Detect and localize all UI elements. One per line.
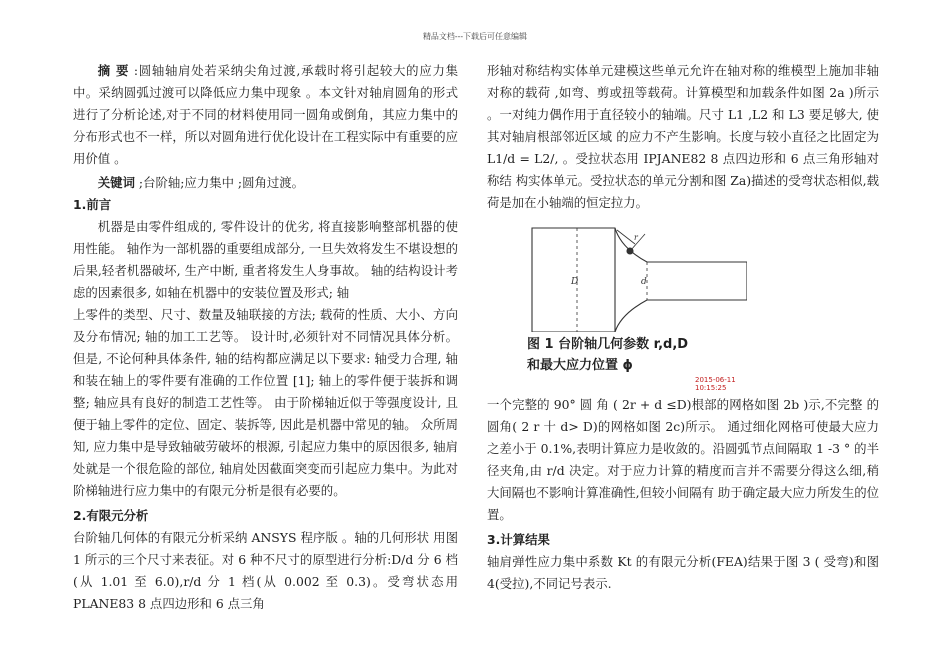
- left-column: [73, 60, 458, 615]
- right-column: [487, 60, 879, 595]
- keywords-paragraph: [73, 172, 458, 194]
- stamp-date: 2015-06-11: [695, 376, 736, 384]
- right-paragraph-1: 形轴对称结构实体单元建模这些单元允许在轴对称的维模型上施加非轴对称的载荷 ,如弯、剪或扭等载荷。计算模型和加载条件如图 2a )所示 。一对纯力偶作用于直径较小的轴端。尺寸 L1 ,L2 和 L3 要足够大, 使其对轴肩根部邻近区域 的应力不产生影响。长度与较小直径之比固定为 L1/d = L2/, 。受拉状态用 IPJANE82 8 点四边形和 6 点三角形轴对称结 构实体单元。受拉状态的单元分割和图 Za)描述的受弯状态相似,载荷是加在小轴端的恒定拉力。: [487, 63, 879, 210]
- section-2-title: 2.有限元分析: [73, 508, 149, 523]
- abstract-label: 摘 要: [97, 63, 130, 78]
- figure-1: [487, 224, 879, 392]
- timestamp-stamp: [695, 376, 736, 392]
- figure-caption-line-2: 和最大应力位置 ϕ: [527, 358, 633, 373]
- label-r: r: [634, 233, 638, 242]
- label-D: D: [571, 277, 579, 287]
- abstract-text: :圆轴轴肩处若采纳尖角过渡,承载时将引起较大的应力集中。采纳圆弧过渡可以降低应力集中现象 。本文针对轴肩圆角的形式进行了分析论述,对于不同的材料使用同一圆角或倒角，其应力集中的分布形式也不一样，所以对圆角进行优化设计在工程实际中有重要的应用价值 。: [73, 63, 458, 166]
- section-3-title: 3.计算结果: [487, 532, 550, 547]
- header-watermark: 精品文档---下载后可任意编辑: [422, 32, 528, 41]
- label-d: d: [641, 277, 647, 287]
- section-1-title: 1.前言: [73, 197, 112, 212]
- stepped-shaft-drawing: [517, 224, 747, 332]
- section-1-paragraph-2: 上零件的类型、尺寸、数量及轴联接的方法; 载荷的性质、大小、方向及分布情况; 轴的加工工艺等。 设计时,必须针对不同情况具体分析。 但是, 不论何种具体条件, 轴的结构都应满足以下要求: 轴受力合理, 轴和装在轴上的零件要有准确的工作位置 [1]; 轴上的零件便于装拆和调整; 轴应具有良好的制造工艺性等。 由于阶梯轴近似于等强度设计, 且便于轴上零件的定位、固定、装拆等, 因此是机器中常见的轴。 众所周知, 应力集中是导致轴破劳破坏的根源, 引起应力集中的原因很多, 轴肩处就是一个很危险的部位, 轴肩处因截面突变而引起应力集中。为此对阶梯轴进行应力集中的有限元分析是很有必要的。: [73, 307, 458, 498]
- keywords-label: 关键词: [97, 175, 135, 190]
- section-1-paragraph-1: 机器是由零件组成的, 零件设计的优劣, 将直接影响整部机器的使用性能。 轴作为一部机器的重要组成部分, 一旦失效将发生不堪设想的后果,轻者机器破坏, 生产中断, 重者将发生人身事故。 轴的结构设计考虑的因素很多, 如轴在机器中的安装位置及形式; 轴: [73, 219, 458, 300]
- keywords-text: ;台阶轴;应力集中 ;圆角过渡。: [134, 175, 305, 190]
- stamp-time: 10:15:25: [695, 384, 727, 392]
- abstract-paragraph: [73, 60, 458, 170]
- figure-caption: [527, 334, 688, 376]
- figure-caption-line-1: 图 1 台阶轴几何参数 r,d,D: [527, 337, 689, 352]
- section-3-paragraph-1: 轴肩弹性应力集中系数 Kt 的有限元分析(FEA)结果于图 3 ( 受弯)和图 4(受拉),不同记号表示.: [487, 554, 879, 591]
- right-paragraph-2: 一个完整的 90° 圆 角 ( 2r + d ≤D)根部的网格如图 2b )示,不完整 的 圆角( 2 r 十 d> D)的网格如图 2c)所示。 通过细化网格可使最大应力之差小于 0.1%,表明计算应力是收敛的。沿圆弧节点间隔取 1 -3 ° 的半径夹角,由 r/d 决定。对于应力计算的精度而言并不需要分得这么细,稍大间隔也不影响计算准确性,但较小间隔有 助于确定最大应力所发生的位置。: [487, 397, 879, 522]
- section-2-paragraph-1: 台阶轴几何体的有限元分析采纳 ANSYS 程序版 。轴的几何形状 用图 1 所示的三个尺寸来表征。对 6 种不尺寸的原型进行分析:D/d 分 6 档(从 1.01 至 6.0),r/d 分 1 档(从 0.002 至 0.3)。受弯状态用 PLANE83 8 点四边形和 6 点三角: [73, 530, 458, 611]
